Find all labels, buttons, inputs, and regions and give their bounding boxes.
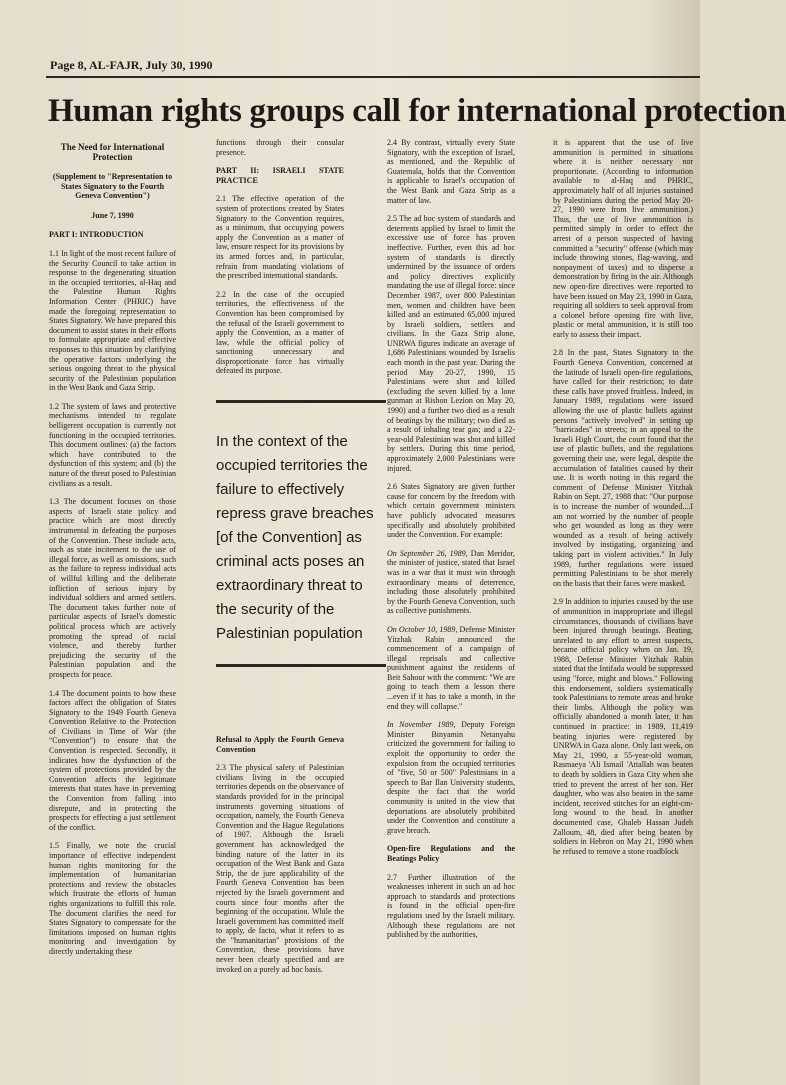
paragraph-2-2: 2.2 In the case of the occupied territories, the effectiveness of the Convention has been compromised by the refusal of the Israeli government to apply the Convention, as a matter of law, while the official policy of sanctioning unnecessary and disproportionate force has virtually defeated its purpose. bbox=[216, 289, 344, 376]
example-november-text: Deputy Foreign Minister Binyamin Netanyahu criticized the government for failing to exploit the opportunity to order the expulsion from the occupied territories of "five, 50 or 500" Palestinians in a speech to Bar Ilan University students, despite the fact that the world community is united in the view that deportations are absolutely prohibited under the Convention and constitute a grave breach. bbox=[387, 720, 516, 835]
column-2-lower bbox=[216, 735, 344, 983]
pull-quote-rule-bottom bbox=[216, 664, 386, 667]
example-october bbox=[387, 625, 515, 711]
paragraph-2-9: 2.9 In addition to injuries caused by the use of ammunition in inappropriate and illegal circumstances, thousands of civilians have been injured through beatings. Beating, unrelated to any effort to arrest suspects, became official policy when on Jan. 19, 1988, Defense Minister Yitzhak Rabin stated that the Intifada would be suppressed using "force, might and blows." Following this endorsement, soldiers systematically took Palestinians to remote areas and broke their limbs. Although the policy was officially abandoned a month later, it has continued in practice: in 1989, 11,419 beating injuries were registered by UNRWA in Gaza alone. Only last week, on May 21, 1990, a 55-year-old woman, Rasmaeya 'Ali Ismail 'Attallah was beaten to death by soldiers in Gaza City when she tried to prevent the arrest of her son. Her daughter, who was also beaten in the same incident, received stitches for an eight-cm-long wound to the head. In another documented case, Ghaleb Hassan Judeh Zalloum, 48, died after being beaten by soldiers in Hebron on May 21, 1990 when he refused to remove a stone roadblock bbox=[553, 597, 693, 856]
paragraph-1-5: 1.5 Finally, we note the crucial importance of effective independent human rights monitoring for the implementation of humanitarian protections and review the obstacles which frustrate the efforts of human rights organizations to fulfill this role. The document clarifies the need for States Signatory to compensate for the limitations imposed on human rights monitoring and investigation by directly undertaking these bbox=[49, 841, 176, 956]
column-2 bbox=[216, 138, 344, 385]
pull-quote-box bbox=[216, 400, 386, 687]
article-date: June 7, 1990 bbox=[91, 210, 134, 220]
section-head-part1: PART I: INTRODUCTION bbox=[49, 230, 144, 240]
running-head: Page 8, AL-FAJR, July 30, 1990 bbox=[50, 58, 213, 72]
example-november bbox=[387, 720, 515, 835]
paragraph-2-5: 2.5 The ad hoc system of standards and deterrents applied by Israel to limit the excessive use of force has proven ineffective. Further, even this ad hoc system of standards is directly undermined by the issuance of orders and policy directives explicitly mandating the use of illegal force: since December 1987, over 800 Palestinian men, women and children have been killed and an estimated 65,000 injured by Israeli soldiers, settlers and civilians. In the Gaza Strip alone, UNRWA figures indicate an average of 1,686 Palestinians wounded by Israelis each month in the past year. During the period May 20-27, 1990, 15 Palestinians were shot and killed (excluding the seven killed by a lone gunman at Rishon Lezion on May 20, 1990) and a further two died as a result of beatings by the military; two died as a result of inhaling tear gas; and a 22-year-old Palestinian was shot and killed by settlers. During this time period, approximately 2,000 Palestinians were injured. bbox=[387, 214, 515, 473]
paragraph-2-0: functions through their consular presence. bbox=[216, 138, 344, 157]
section-head-openfire: Open-fire Regulations and the Beatings Policy bbox=[387, 844, 515, 863]
article-title: The Need for International Protection bbox=[60, 142, 165, 162]
paragraph-1-3: 1.3 The document focuses on those aspects of Israeli state policy and practice which are most directly instrumental in defeating the purposes of the Convention. These include acts, such as state incitement to the use of illegal force, as well as omissions, such as the failure to repress individual acts of willful killing and the deliberate infliction of serious injury by individual soldiers and armed settlers. The document takes further note of particular aspects of Israel's domestic political process which are actively promoting the spread of racial violence, and thereby further prejudicing the security of the Palestinian population and the prospects for peace. bbox=[49, 497, 176, 679]
example-september-text: Dan Meridor, the minister of justice, stated that Israel was in a war that it must win through extraordinary means of deterrence, including those absolutely prohibited by the Fourth Geneva Convention, such as collective punishments. bbox=[387, 548, 515, 616]
paragraph-2-8: 2.8 In the past, States Signatory to the Fourth Geneva Convention, concerned at the latitude of Israeli open-fire regulations, have called for their restriction; to date these calls have proved fruitless. Indeed, in January 1989, regulations were issued allowing the use of plastic bullets against persons "actively involved" in setting up "barricades" in streets; in an appeal to the Israeli High Court, the court found that the use of plastic bullets, and the regulations governing their use, were legal, despite the accumulation of fatalities caused by their use. It is worth noting in this regard the comment of Defense Minister Yitzhak Rabin on Sept. 27, 1988 that: "Our purpose is to increase the number of wounded....I am not worried by the number of people who get wounded as long as they were wounded as a result of being actively involved by instigating, organizing and taking part in violent activities." In July 1989, further regulations were issued permitting Palestinians to be shot merely on the basis that their faces were masked. bbox=[553, 348, 693, 588]
header-rule bbox=[46, 76, 700, 78]
paragraph-2-7-cont: it is apparent that the use of live ammunition is permitted in situations where it is neither necessary nor proportionate. (According to information available to al-Haq and PHRIC, approximately half of all injuries sustained by Palestinians during the period May 20-27, 1990 were from live ammunition.) Thus, the use of live ammunition is permitted simply in order to effect the arrest of a person suspected of having committed a "security" offense (which may include throwing stones, flag-waving, and nonpayment of taxes) and to disperse a demonstration by firing in the air. Although new open-fire directives were reported to have been issued on May 23, 1990 in Gaza, requiring all soldiers to seek approval from a colonel before opening fire with live, plastic or metal ammunition, it is still too early to assess their impact. bbox=[553, 138, 693, 339]
paragraph-2-6: 2.6 States Signatory are given further cause for concern by the freedom with which certain government ministers have publicly advocated measures specifically and absolutely prohibited under the Convention. For example: bbox=[387, 482, 515, 540]
headline: Human rights groups call for international protection bbox=[48, 93, 786, 129]
paragraph-1-4: 1.4 The document points to how these factors affect the obligation of States Signatory to the 1949 Fourth Geneva Convention Relative to the Protection of Civilians in Time of War (the "Convention") to ensure that the Convention is respected. Secondly, it indicates how the dysfunction of the system of protections provided by the Convention affects the legitimate interests that states have in preventing the Convention from falling into disrepute, and in protecting the prospects for effecting a just settlement of the conflict. bbox=[49, 688, 176, 832]
example-november-date: In November 1989, bbox=[387, 720, 456, 730]
pull-quote-rule-top bbox=[216, 400, 386, 403]
example-october-date: On October 10, 1989, bbox=[387, 624, 458, 634]
paragraph-2-4: 2.4 By contrast, virtually every State Signatory, with the exception of Israel, as mentioned, and the Republic of Guatemala, holds that the Convention is applicable to Israel's occupation of the West Bank and Gaza Strip as a matter of law. bbox=[387, 138, 515, 205]
paragraph-2-3: 2.3 The physical safety of Palestinian civilians living in the occupied territories depends on the observance of standards provided for in the principal instruments governing situations of occupation, namely, the Fourth Geneva Convention and the Hague Regulations of 1907. Although the Israeli government has acknowledged the binding nature of the latter in its occupation of the West Bank and Gaza Strip, the de jure applicability of the Fourth Geneva Convention has been rejected by the Israeli government and courts since four months after the beginning of the occupation. While the Israeli government has committed itself to apply, de facto, what it refers to as the "humanitarian" provisions of the Convention, these provisions have never been clearly specified and are invoked on a purely ad hoc basis. bbox=[216, 763, 344, 974]
column-1 bbox=[49, 138, 176, 966]
paragraph-2-7: 2.7 Further illustration of the weaknesses inherent in such an ad hoc approach to standards and protections is found in the official open-fire regulations used by the Israeli military. Although these regulations are not published by the authorities, bbox=[387, 872, 515, 940]
example-september-date: On September 26, 1989, bbox=[387, 548, 468, 558]
example-september bbox=[387, 549, 515, 616]
pull-quote: In the context of the occupied territories the failure to effectively repress grave breaches [of the Convention] as criminal acts poses an extraordinary threat to the security of the Palestinian population bbox=[216, 433, 374, 642]
column-4 bbox=[553, 138, 693, 865]
section-head-refusal: Refusal to Apply the Fourth Geneva Convention bbox=[216, 735, 344, 754]
column-3 bbox=[387, 138, 515, 949]
paragraph-1-2: 1.2 The system of laws and protective mechanisms intended to regulate belligerent occupation is currently not functioning in the occupied territories. This document outlines: (a) the factors which have contributed to the dysfunction of this system; and (b) the nature of the threat posed to Palestinian civilians as a result. bbox=[49, 401, 176, 488]
example-october-text: Defense Minister Yitzhak Rabin announced the commencement of a campaign of illegal reprisals and collective punishment against the residents of Beit Sahour with the comment: "We are going to teach them a lesson there ...even if it has to take a month, in the end they will collapse." bbox=[387, 624, 515, 711]
article-subtitle: (Supplement to "Representation to States Signatory to the Fourth Geneva Convention") bbox=[52, 172, 173, 201]
section-head-part2: PART II: ISRAELI STATE PRACTICE bbox=[216, 166, 344, 185]
paragraph-2-1: 2.1 The effective operation of the system of protections created by States Signatory to the Convention requires, as a minimum, that occupying powers apply the Convention as a matter of law, ensure respect for its provisions by its armed forces and, in particular, refrain from mandating violations of the prescribed international standards. bbox=[216, 194, 344, 281]
paragraph-1-1: 1.1 In light of the most recent failure of the Security Council to take action in response to the degenerating situation in the occupied territories, al-Haq and the Palestine Human Rights Information Center (PHRIC) have made the foregoing representation to States Signatory. We have prepared this document to assist states in their efforts to formulate appropriate and effective responses to this situation by clarifying the operative factors underlying the serious ongoing threat to the physical security of the Palestinian population in the West Bank and Gaza Strip. bbox=[49, 248, 176, 393]
